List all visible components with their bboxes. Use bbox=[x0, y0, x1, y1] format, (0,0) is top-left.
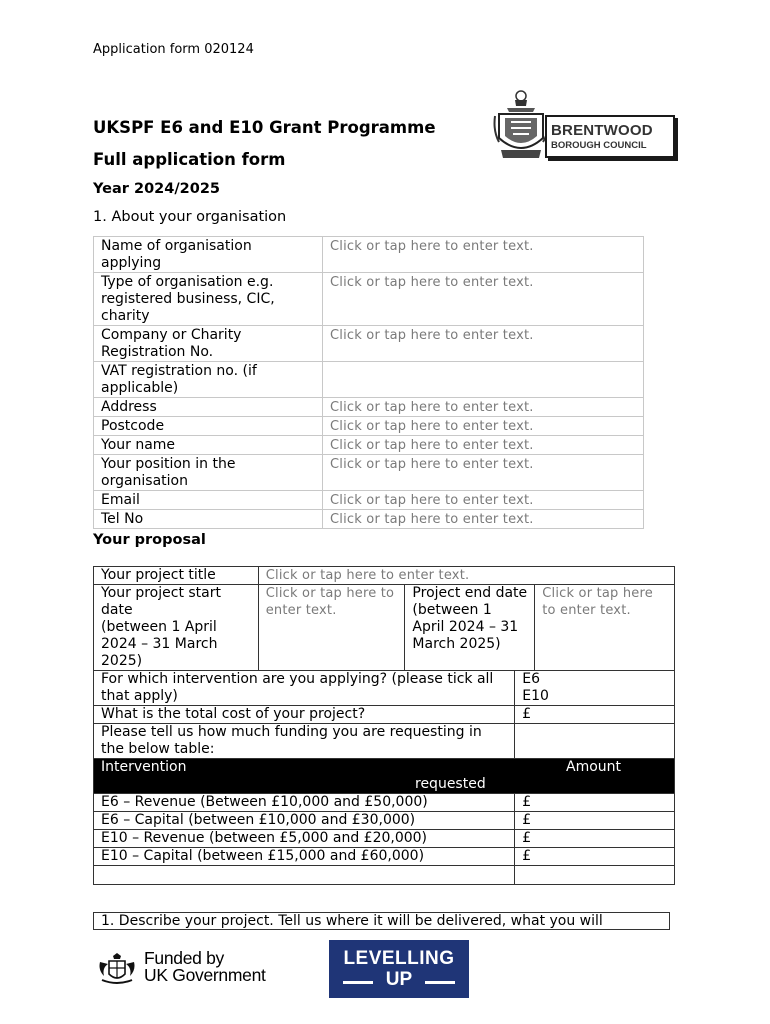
table-row bbox=[94, 273, 644, 326]
proposal-table bbox=[93, 566, 675, 885]
logo-subtitle: BOROUGH COUNCIL bbox=[551, 140, 647, 151]
table-row bbox=[94, 436, 644, 455]
row-label: Type of organisation e.g. registered business, CIC, charity bbox=[94, 273, 323, 326]
table-row bbox=[94, 848, 675, 866]
borough-crest-icon bbox=[493, 86, 551, 168]
row-label: Address bbox=[94, 398, 323, 417]
section-heading-organisation: 1. About your organisation bbox=[93, 209, 287, 225]
table-header-row bbox=[94, 759, 675, 794]
organisation-type-field[interactable]: Click or tap here to enter text. bbox=[323, 273, 644, 326]
up-text: UP bbox=[385, 969, 413, 990]
page-subtitle: Full application form bbox=[93, 150, 286, 169]
organisation-table bbox=[93, 236, 644, 529]
total-cost-field[interactable]: £ bbox=[515, 706, 675, 724]
table-row bbox=[94, 510, 644, 529]
intervention-option-e10[interactable]: E10 bbox=[522, 688, 549, 704]
table-row bbox=[94, 724, 675, 759]
intervention-question: For which intervention are you applying? (please tick all that apply) bbox=[94, 671, 515, 706]
row-label: Your name bbox=[94, 436, 323, 455]
start-date-field[interactable]: Click or tap here to enter text. bbox=[258, 585, 405, 671]
table-row bbox=[94, 237, 644, 273]
table-row bbox=[94, 567, 675, 585]
describe-project-question: 1. Describe your project. Tell us where it will be delivered, what you will bbox=[93, 912, 670, 930]
funding-question-blank bbox=[515, 724, 675, 759]
row-label: Name of organisation applying bbox=[94, 237, 323, 273]
table-row bbox=[94, 830, 675, 848]
column-header-amount: Amount bbox=[566, 759, 622, 775]
table-row bbox=[94, 491, 644, 510]
table-row bbox=[94, 812, 675, 830]
end-date-field[interactable]: Click or tap here to enter text. bbox=[535, 585, 675, 671]
organisation-name-field[interactable]: Click or tap here to enter text. bbox=[323, 237, 644, 273]
levelling-line-right bbox=[425, 981, 455, 984]
funding-question: Please tell us how much funding you are requesting in the below table: bbox=[94, 724, 515, 759]
table-row bbox=[94, 706, 675, 724]
e6-revenue-amount-field[interactable]: £ bbox=[515, 794, 675, 812]
end-date-label-range: (between 1 April 2024 – 31 March 2025) bbox=[412, 602, 519, 652]
table-row bbox=[94, 671, 675, 706]
row-label: Tel No bbox=[94, 510, 323, 529]
email-field[interactable]: Click or tap here to enter text. bbox=[323, 491, 644, 510]
end-date-label bbox=[405, 585, 535, 671]
position-field[interactable]: Click or tap here to enter text. bbox=[323, 455, 644, 491]
start-date-label-range: (between 1 April 2024 – 31 March 2025) bbox=[101, 619, 218, 669]
document-reference: Application form 020124 bbox=[93, 42, 254, 57]
table-row bbox=[94, 794, 675, 812]
column-header-intervention: Intervention bbox=[101, 759, 187, 775]
row-label: Postcode bbox=[94, 417, 323, 436]
uk-government-text: UK Government bbox=[144, 965, 266, 985]
funding-row-label: E6 – Capital (between £10,000 and £30,000) bbox=[94, 812, 515, 830]
row-label: Company or Charity Registration No. bbox=[94, 326, 323, 362]
table-row bbox=[94, 398, 644, 417]
intervention-option-e6[interactable]: E6 bbox=[522, 671, 541, 687]
address-field[interactable]: Click or tap here to enter text. bbox=[323, 398, 644, 417]
year-heading: Year 2024/2025 bbox=[93, 181, 220, 197]
row-label: Your position in the organisation bbox=[94, 455, 323, 491]
postcode-field[interactable]: Click or tap here to enter text. bbox=[323, 417, 644, 436]
brentwood-logo bbox=[493, 86, 675, 168]
project-title-label: Your project title bbox=[94, 567, 259, 585]
logo-name: BRENTWOOD bbox=[551, 122, 653, 139]
section-heading-proposal: Your proposal bbox=[93, 532, 206, 548]
start-date-label-title: Your project start date bbox=[101, 585, 221, 618]
funding-table-header bbox=[94, 759, 675, 794]
funding-row-label: E10 – Capital (between £15,000 and £60,000) bbox=[94, 848, 515, 866]
levelling-up-logo bbox=[329, 940, 469, 998]
funding-row-label: E6 – Revenue (Between £10,000 and £50,000) bbox=[94, 794, 515, 812]
row-label: Email bbox=[94, 491, 323, 510]
page-title: UKSPF E6 and E10 Grant Programme bbox=[93, 118, 436, 137]
table-row bbox=[94, 866, 675, 885]
blank-cell bbox=[94, 866, 515, 885]
table-row bbox=[94, 455, 644, 491]
levelling-text: LEVELLING bbox=[343, 948, 455, 969]
table-row bbox=[94, 326, 644, 362]
total-cost-question: What is the total cost of your project? bbox=[94, 706, 515, 724]
vat-number-field[interactable] bbox=[323, 362, 644, 398]
e10-revenue-amount-field[interactable]: £ bbox=[515, 830, 675, 848]
funded-by-text: Funded by bbox=[144, 948, 224, 968]
registration-number-field[interactable]: Click or tap here to enter text. bbox=[323, 326, 644, 362]
tel-field[interactable]: Click or tap here to enter text. bbox=[323, 510, 644, 529]
funding-row-label: E10 – Revenue (between £5,000 and £20,000) bbox=[94, 830, 515, 848]
table-row bbox=[94, 417, 644, 436]
blank-cell bbox=[515, 866, 675, 885]
e10-capital-amount-field[interactable]: £ bbox=[515, 848, 675, 866]
row-label: VAT registration no. (if applicable) bbox=[94, 362, 323, 398]
column-header-requested: requested bbox=[415, 776, 486, 792]
royal-arms-icon bbox=[96, 952, 138, 988]
e6-capital-amount-field[interactable]: £ bbox=[515, 812, 675, 830]
intervention-options bbox=[515, 671, 675, 706]
your-name-field[interactable]: Click or tap here to enter text. bbox=[323, 436, 644, 455]
end-date-label-title: Project end date bbox=[412, 585, 528, 601]
table-row bbox=[94, 585, 675, 671]
uk-government-logo bbox=[96, 950, 286, 990]
table-row bbox=[94, 362, 644, 398]
project-title-field[interactable]: Click or tap here to enter text. bbox=[258, 567, 674, 585]
start-date-label bbox=[94, 585, 259, 671]
